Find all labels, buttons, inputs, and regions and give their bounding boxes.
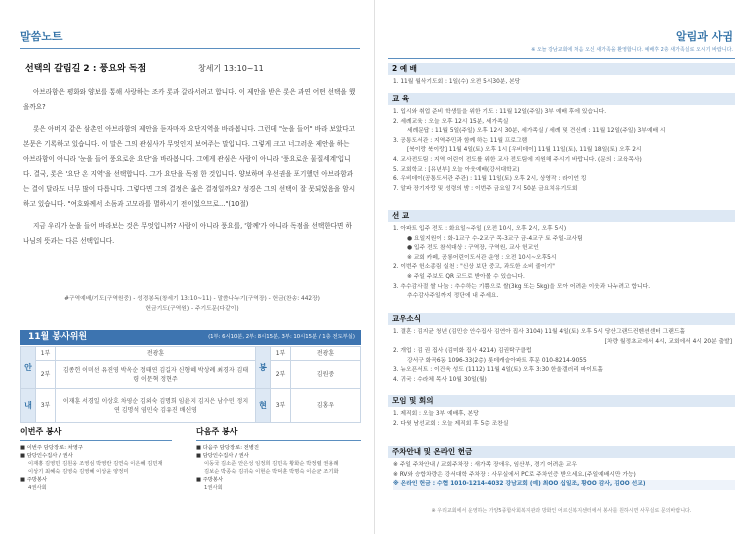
table-cell: 2부 <box>36 361 56 389</box>
notice-line: 3. 추수감사절 쌀 나눔 : 추수하는 기쁨으로 쌀(3kg 또는 5kg)을 모아 어려운 이웃과 나누려고 합니다. <box>393 283 651 290</box>
worship-order-line: 헌금기도(구역원) - 주기도문(다같이) <box>145 306 239 312</box>
service-line: ■ 주방봉사 <box>196 476 224 483</box>
section-title: 선 교 <box>388 210 735 222</box>
side-label: 안 <box>21 347 36 389</box>
notice-line: [북이랑 북이랑] 11월 4일(토) 오후 1시 [우비데이] 11월 11일(토), 11월 18일(토) 오후 2시 <box>407 147 642 154</box>
service-line: ■ 담당인수집사 / 권사 <box>196 452 249 459</box>
notice-line: 4. 교사전도팀 : 지역 어린이 전도를 위한 교사 전도팀에 지원해 주시기 바랍니다. (문의 : 교육목사) <box>393 156 642 163</box>
section-label-announcements: 알림과 사귐 <box>676 30 733 43</box>
service-line: ■ 주방봉사 <box>20 476 48 483</box>
section-title: 2 예 배 <box>388 63 735 75</box>
service-line: ■ 다음주 담당장로: 전병진 <box>196 444 260 451</box>
notice-line: 1. 11월 월삭기도회 : 1일(수) 오전 5시30분, 본당 <box>393 79 521 85</box>
notice-line: 1. 제직회 : 오늘 3부 예배후, 본당 <box>393 411 479 417</box>
this-week-lines <box>20 444 172 492</box>
bottom-note: ※ 우리교회에서 운영하는 가양5종합사회복지관과 방화인 어르신복지센터에서 봉사를 원하시면 사무실로 문의바랍니다. <box>431 508 692 514</box>
notice-line: ※ RV와 승합차량은 강서대학 주차장 : 사무실에서 PC로 주차인증 받으세요.(주일예배시만 가능) <box>393 471 636 478</box>
notice-line: 2. 이번주 헌소종림 실천 : "신상 보단 중고, 과도한 소비 줄이기" <box>393 264 555 271</box>
table-cell: 2부 <box>271 361 291 389</box>
volunteers-title: 11월 봉사위원 <box>28 332 88 342</box>
notice-line: 3. 공통도서관 : 지역주민과 함께 하는 11월 프로그램 <box>393 137 528 144</box>
sermon-paragraph: 지금 우리가 눈을 들어 바라보는 것은 무엇입니까? 사람이 아니라 풍요를, '함께'가 아니라 독점을 선택한다면 하나님의 뜻과는 다른 선택입니다. <box>23 222 352 245</box>
notice-line: 7. 알파 장기자랑 및 성령의 밤 : 이번주 금요일 7시 50분 금요치유기도회 <box>393 185 578 192</box>
notice-line: 1. 결혼 : 김지균 청년 (김민승 안수집사 김연아 집사 3104) 11월 4일(토) 오후 5시 당산그랜드컨벤션센터 그랜드홀 <box>393 329 686 335</box>
notice-line: 5. 교회학교 : [유년부] 오늘 아웃예배(강서대학교) <box>393 166 520 173</box>
worship-order-line: #구역예배/기도(구역원중) - 성경봉독(창세기 13:10~11) - 말씀나누기(구역장) - 헌금(찬송: 442장) <box>64 296 320 302</box>
table-cell: 1부 <box>36 347 56 361</box>
section-body <box>388 222 735 302</box>
notice-line: ※ 주일 주보도 QR 코드로 받아볼 수 있습니다. <box>407 273 525 280</box>
notice-line: 1. 입시와 취업 준비 학생들을 위한 기도 : 11월 12일(주일) 3부 예배 후에 있습니다. <box>393 109 607 115</box>
volunteers-table <box>20 346 361 423</box>
service-line: ■ 담당인수집사 / 권사 <box>20 452 73 459</box>
section-title: 교우소식 <box>388 313 735 325</box>
section-parking-offering <box>388 446 735 490</box>
table-cell: 3부 <box>271 389 291 423</box>
side-label: 봉 <box>256 347 271 389</box>
section-body <box>388 325 735 386</box>
this-week-service <box>20 427 172 492</box>
table-cell: 전광훈 <box>56 347 256 361</box>
notice-line: ※ 주일 주차안내 / 교회주차장 : 새가족 장애우, 임산부, 경기 어려운 교우 <box>393 462 577 468</box>
service-line: 1권사회 <box>204 484 223 491</box>
service-line: 4권사회 <box>28 484 47 491</box>
notice-line: 6. 우비데이(공통도서관 주관) : 11월 11일(토) 오후 2시, 상영작 : 라이언 킹 <box>393 176 587 183</box>
notice-line: ※ 교회 카페, 공룡어린이도서관 운영 : 오전 10시~오후5시 <box>407 254 557 261</box>
next-week-lines <box>196 444 361 492</box>
divider <box>196 440 361 441</box>
section-worship <box>388 63 735 88</box>
divider <box>20 440 172 441</box>
next-week-service <box>196 427 361 492</box>
section-education <box>388 93 735 194</box>
table-cell: 김원중 <box>291 361 361 389</box>
table-cell: 1부 <box>271 347 291 361</box>
table-row <box>21 347 361 361</box>
table-row <box>21 361 361 389</box>
sermon-paragraph: 롯은 아버지 같은 삼촌인 아브라함의 제안을 듣자마자 요단지역을 바라봅니다. 그런데 "눈을 들어" 바라 보았다고 본문은 기록하고 있습니다. 이 말은 그의 관심사가 무엇인지 보여주는 말입니다. 그렇게 크고 너그러운 제안을 하는 아브라함이 아니라 '눈을 들어 풍요로운 요단'을 바라봅니다. 그에게 관심은 사람이 아니라 '풍요로운 물질세계'입니다. 결국, 롯은 '요단 온 지역'을 선택합니다. 그가 요단을 독점 한 것입니다. 양보하며 우선권을 포기했던 아브라함과는 결이 달라도 너무 많이 다릅니다. 그렇다면 그의 결정은 옳은 결정일까요? 성경은 그의 선택이 잘 못되었음을 암시하고 있습니다. "여호와께서 소돔과 고모라를 멸하시기 전이었으므로..."(10절) <box>23 125 356 208</box>
service-line: 김보순 박종숙 김귀숙 이현순 박덕훈 박명숙 이순균 조기화 <box>204 468 339 475</box>
section-body <box>388 407 735 429</box>
table-cell: 3부 <box>36 389 56 423</box>
volunteers-subtitle: (1부: 6시10분, 2부: 8시15분, 3부: 10시15분 / 1층 전도부실) <box>208 334 355 340</box>
notice-line: 2. 세례교육 : 오늘 오후 12시 15분, 세가족실 <box>393 118 509 125</box>
section-member-news <box>388 313 735 386</box>
right-page <box>375 0 750 534</box>
sermon-reference: 창세기 13:10~11 <box>198 64 264 73</box>
volunteers-header <box>20 330 361 345</box>
section-label-sermon-notes: 말씀노트 <box>20 30 63 43</box>
side-label: 내 <box>21 389 36 423</box>
worship-order-note <box>20 294 364 314</box>
notice-line: 1. 아파트 입주 전도 : 화요일~주일 (오전 10시, 오후 2시, 오후 5시) <box>393 226 567 232</box>
notice-line: 2. 다윗 남선교회 : 오늘 제직회 후 5층 조찬실 <box>393 420 509 427</box>
service-line: 이동국 김소준 안은성 임정희 김민옥 황화순 박정렬 권용례 <box>204 460 339 467</box>
service-line: ■ 이번주 담당장로: 차영구 <box>20 444 84 451</box>
table-cell: 이재훈 서경일 이상호 차영순 김외숙 김명희 임윤지 김지은 남수민 정지연 김명석 염민숙 김유진 배신영 <box>56 389 256 423</box>
header-divider <box>20 48 360 49</box>
section-mission <box>388 210 735 302</box>
next-week-title: 다음주 봉사 <box>196 427 238 436</box>
table-row <box>21 389 361 423</box>
service-line: 이재홍 김영민 김원웅 조영심 박영란 김연숙 이은혜 김민재 <box>28 460 163 467</box>
notice-line: 추수감사주일까지 정단에 내 주세요. <box>407 293 499 300</box>
notice-line: [차량 월정초교에서 4시, 교회에서 4시 20분 출발] <box>604 338 732 345</box>
notice-line: 세례문답 : 11월 5일(주일) 오후 12시 30분, 세가족실 / 세례 및 견신례 : 11월 12일(주일) 3부예배 시 <box>407 128 666 135</box>
sermon-paragraph: 아브라함은 평화와 양보를 통해 사랑하는 조카 롯과 갈라서려고 합니다. 이 제안을 받은 롯은 과연 어떤 선택을 했을까요? <box>23 88 356 111</box>
section-body <box>388 105 735 194</box>
table-cell: 김홍우 <box>291 389 361 423</box>
table-cell: 전광훈 <box>291 347 361 361</box>
notice-line: 2. 개업 : 김 권 집사 (김미화 집사 4214) 김권탁구클럽 <box>393 348 532 355</box>
section-title: 모임 및 회의 <box>388 395 735 407</box>
header-divider <box>388 58 735 59</box>
online-offering-line: ※ 온라인 헌금 : 수협 1010-1214-4032 강남교회 (예) 최OO 십일조, 황OO 감사, 김OO 선교) <box>393 480 735 490</box>
notice-line: 강서구 화곡6동 1096-33(2층) 롯데캐슬아파트 후문 010-8214-9055 <box>407 357 587 364</box>
this-week-title: 이번주 봉사 <box>20 427 62 436</box>
notice-line: ● 요일지원이 : 화-1교구 수-2교구 목-3교구 금-4교구 토 주일-교사팀 <box>407 235 583 242</box>
section-meetings <box>388 395 735 429</box>
section-title: 교 육 <box>388 93 735 105</box>
side-label: 현 <box>256 389 271 423</box>
notice-line: 4. 귀국 : 수라체 목사 10월 30일(월) <box>393 376 487 383</box>
sermon-title: 선택의 갈림길 2 : 풍요와 독점 <box>25 64 147 74</box>
service-line: 이상기 최혜숙 김영숙 김영혜 이상윤 양정미 <box>28 468 129 475</box>
welcome-note: ※ 오늘 강남교회에 처음 오신 새가족을 환영합니다. 예배후 2층 새가족실로 오시기 바랍니다. <box>531 47 733 53</box>
table-cell: 김종헌 이미선 유진영 박옥순 정태연 김길자 신형혜 박상례 최경자 김태령 이문혁 정현주 <box>56 361 256 389</box>
section-body <box>388 75 735 88</box>
section-title: 주차안내 및 온라인 헌금 <box>388 446 735 458</box>
notice-line: 3. 뉴오픈서트 : 이건욱 성도 (1112) 11월 4일(토) 오후 3:30 한울갤러리 파이트홀 <box>393 367 604 374</box>
notice-line: ● 입주 전도 참석대상 : 구역장, 구역원, 교사 헌교인 <box>407 245 539 252</box>
sermon-body <box>23 85 357 256</box>
section-body <box>388 458 735 490</box>
